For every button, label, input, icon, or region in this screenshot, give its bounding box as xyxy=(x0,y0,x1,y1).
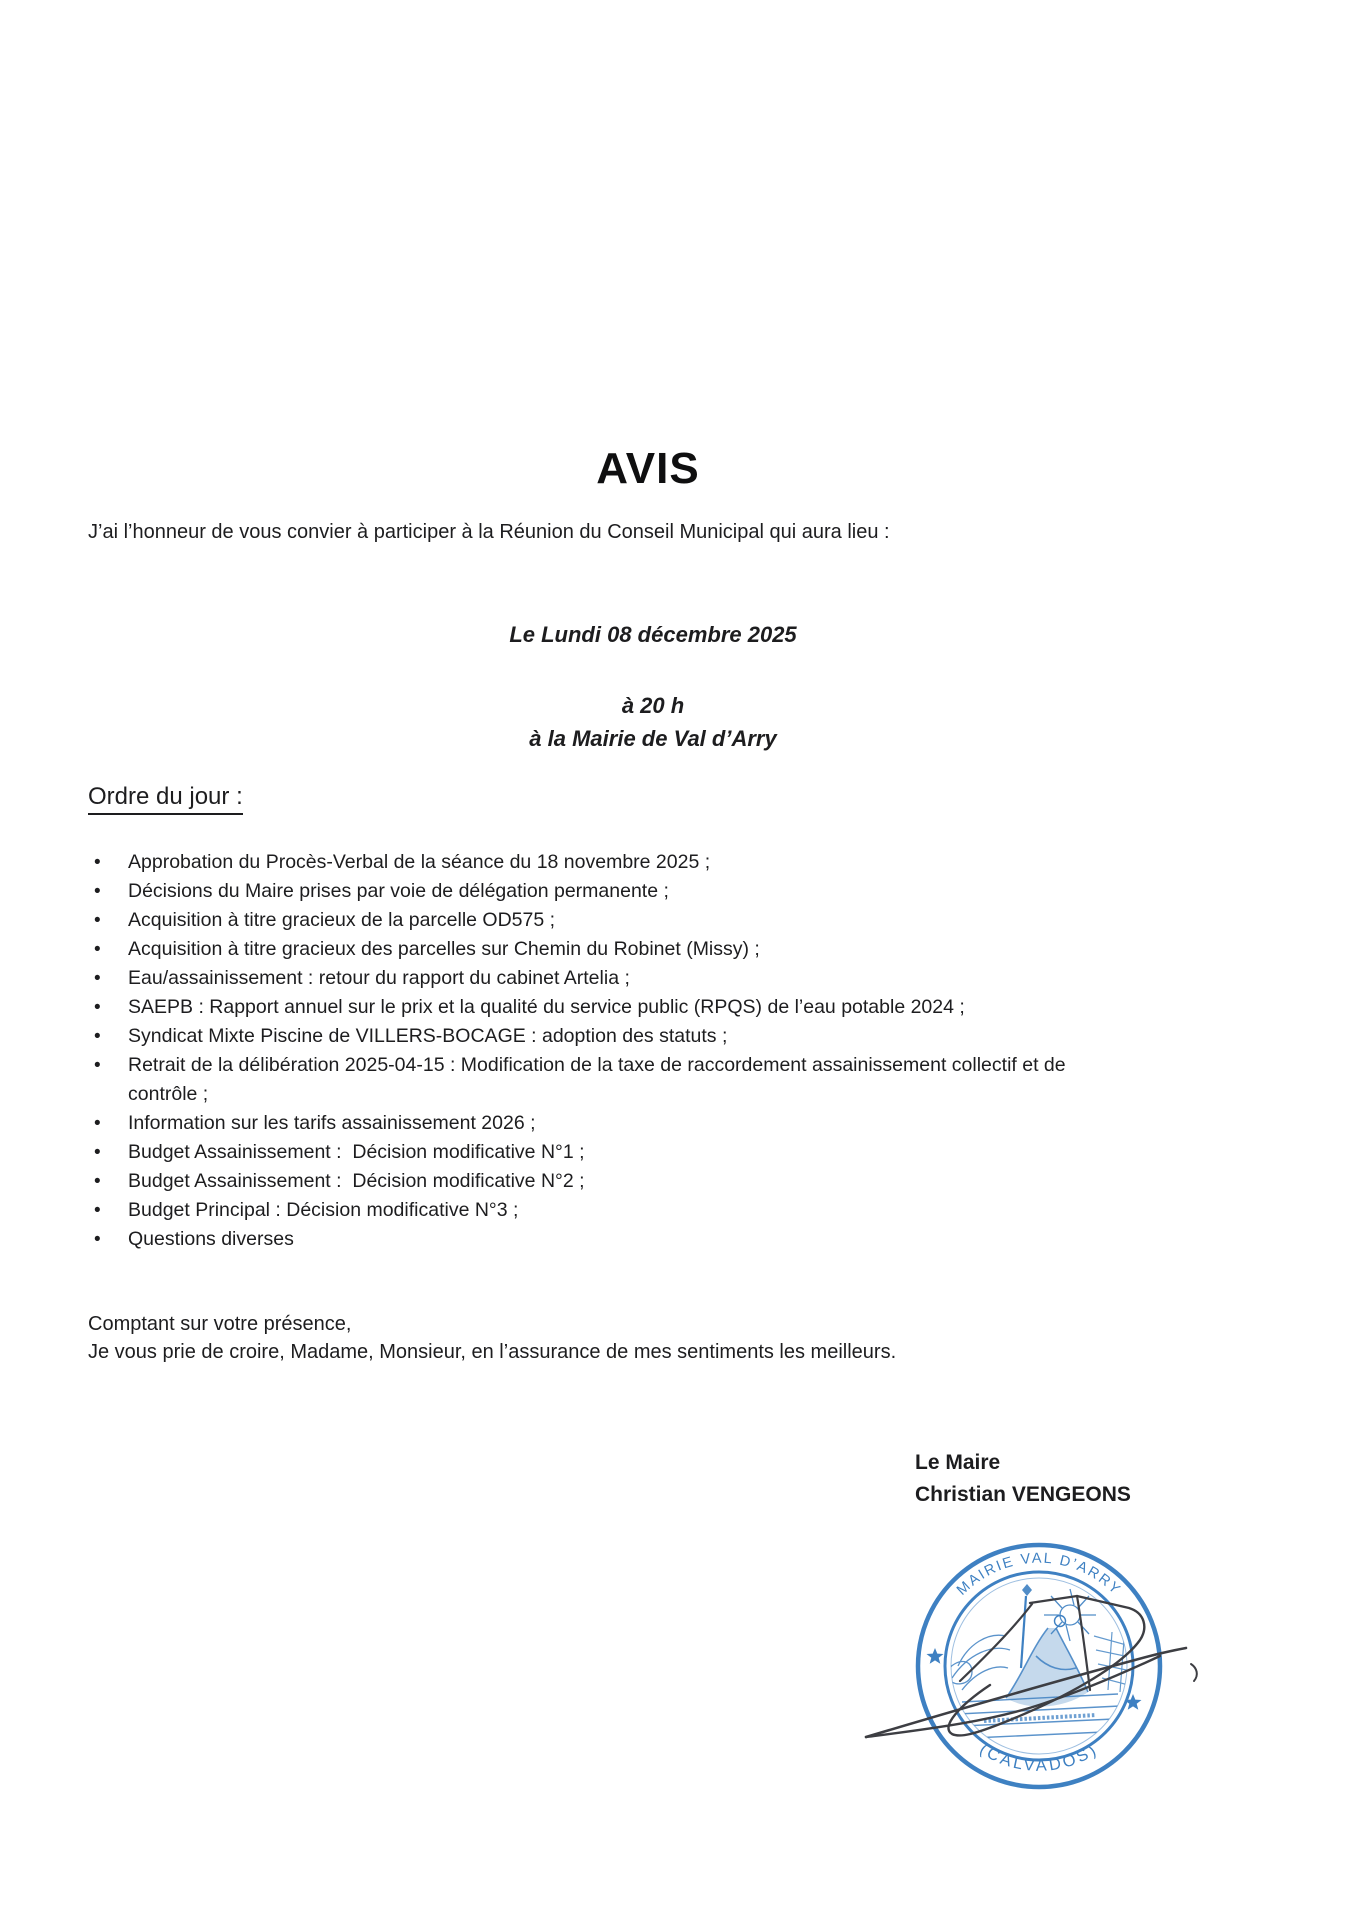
agenda-item: • SAEPB : Rapport annuel sur le prix et la qualité du service public (RPQS) de l’eau potable 2024 ; xyxy=(84,993,1130,1022)
meeting-place-line: à la Mairie de Val d’Arry xyxy=(529,726,777,751)
agenda-item: • Retrait de la délibération 2025-04-15 : Modification de la taxe de raccordement assainissement collectif et de contrôle ; xyxy=(84,1051,1130,1109)
notice-title: AVIS xyxy=(596,444,700,493)
agenda-item: • Eau/assainissement : retour du rapport du cabinet Artelia ; xyxy=(84,964,1130,993)
agenda-item: • Syndicat Mixte Piscine de VILLERS-BOCAGE : adoption des statuts ; xyxy=(84,1022,1130,1051)
stamp-bottom-text: (CALVADOS) xyxy=(976,1739,1102,1775)
agenda-item: • Acquisition à titre gracieux des parcelles sur Chemin du Robinet (Missy) ; xyxy=(84,935,1130,964)
closing-block xyxy=(88,1310,1098,1366)
round-stamp xyxy=(918,1545,1160,1787)
agenda-heading-label: Ordre du jour : xyxy=(88,783,243,815)
marianne-illustration xyxy=(946,1584,1136,1738)
stamp-left-star-icon xyxy=(927,1648,944,1664)
municipal-stamp-and-signature xyxy=(840,1510,1260,1840)
closing-line-1: Comptant sur votre présence, xyxy=(88,1313,352,1335)
meeting-date-line: Le Lundi 08 décembre 2025 xyxy=(509,622,797,647)
intro-paragraph: J’ai l’honneur de vous convier à participer à la Réunion du Conseil Municipal qui aura lieu : xyxy=(88,521,890,543)
signature-role: Le Maire xyxy=(915,1451,1001,1474)
stamp-top-text: MAIRIE VAL D’ARRY xyxy=(954,1550,1125,1599)
agenda-item: • Décisions du Maire prises par voie de délégation permanente ; xyxy=(84,877,1130,906)
agenda-item: • Budget Assainissement : Décision modificative N°2 ; xyxy=(84,1167,1130,1196)
agenda-item: • Acquisition à titre gracieux de la parcelle OD575 ; xyxy=(84,906,1130,935)
agenda-item: • Budget Assainissement : Décision modificative N°1 ; xyxy=(84,1138,1130,1167)
agenda-item: • Approbation du Procès-Verbal de la séance du 18 novembre 2025 ; xyxy=(84,848,1130,877)
agenda-heading xyxy=(88,783,243,811)
agenda-item: • Information sur les tarifs assainissement 2026 ; xyxy=(84,1109,1130,1138)
pen-mark xyxy=(1191,1664,1197,1681)
agenda-item: • Budget Principal : Décision modificative N°3 ; xyxy=(84,1196,1130,1225)
closing-line-2: Je vous prie de croire, Madame, Monsieur, en l’assurance de mes sentiments les meilleurs. xyxy=(88,1341,897,1363)
agenda-list xyxy=(84,848,1130,1254)
agenda-item: • Questions diverses xyxy=(84,1225,1130,1254)
meeting-time-line: à 20 h xyxy=(621,693,685,718)
signature-name: Christian VENGEONS xyxy=(915,1483,1131,1506)
